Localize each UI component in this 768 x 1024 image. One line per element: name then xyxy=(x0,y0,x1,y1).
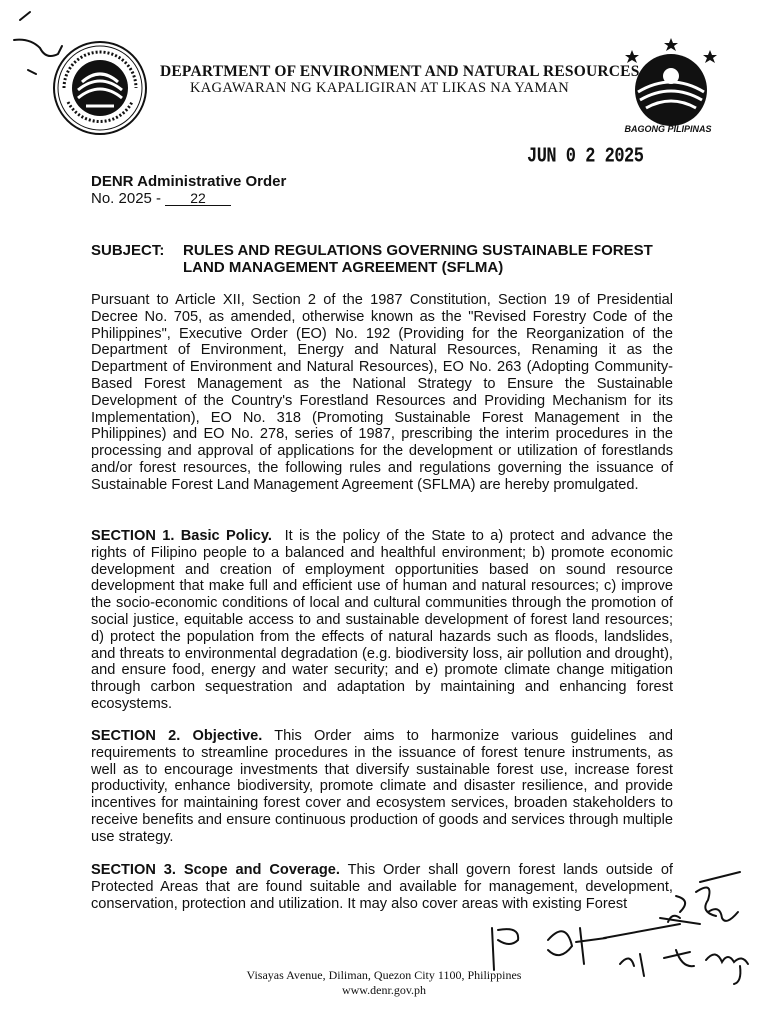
bagong-pilipinas-label: BAGONG PILIPINAS xyxy=(624,124,712,134)
order-number xyxy=(91,190,231,207)
footer-website: www.denr.gov.ph xyxy=(341,983,427,997)
section-3-paragraph xyxy=(91,862,673,912)
order-number-value: 22 xyxy=(165,191,231,206)
department-name-filipino: KAGAWARAN NG KAPALIGIRAN AT LIKAS NA YAMAN xyxy=(190,80,570,96)
date-stamp: JUN 0 2 2025 xyxy=(527,145,644,169)
subject-label: SUBJECT: xyxy=(91,242,165,259)
section-1-heading: SECTION 1. Basic Policy. xyxy=(91,528,272,544)
intro-paragraph: Pursuant to Article XII, Section 2 of the 1987 Constitution, Section 19 of Presidential Decree No. 705, as amended, otherwise known as the "Revised Forestry Code of the Philippines", Executive Order (EO) No. 192 (Providing for the Reorganization of the Department of Environment, Energy and Natural Resources, Renaming it as the Department of Environment and Natural Resources), EO No. 263 (Adopting Community-Based Forest Management as the National Strategy to Ensure the Sustainable Development of the Country's Forestland Resources and Providing Mechanism for its Implementation), EO No. 318 (Promoting Sustainable Forest Management in the Philippines) and EO No. 278, series of 1987, prescribing the interim procedures in the processing and approval of applications for the development or utilization of forestlands and/or forest resources, the following rules and regulations governing the issuance of Sustainable Forest Land Management Agreement (SFLMA) are hereby promulgated. xyxy=(91,292,673,493)
section-2-heading: SECTION 2. Objective. xyxy=(91,728,263,744)
subject-block xyxy=(91,242,681,276)
section-3-body: This Order shall govern forest lands outside of Protected Areas that are found suitable and available for management, development, conservation, protection and utilization. It may also cover areas with existing Forest xyxy=(91,862,673,912)
section-1-body: It is the policy of the State to a) protect and advance the rights of Filipino people to a balanced and healthful environment; b) promote economic development and creation of employment opportunities based on sound resource development that make full and efficient use of human and natural resources; c) improve the socio-economic conditions of local and cultural communities through the promotion of social justice, equitable access to and sustainable development of forest land resources; d) protect the population from the effects of natural hazards such as floods, landslides, and threats to environmental degradation (e.g. biodiversity loss, air pollution and drought), and ensure food, energy and water security; and e) promote climate change mitigation through carbon sequestration and adaptation by maintaining and enhancing forest ecosystems. xyxy=(91,528,673,712)
section-2-body: This Order aims to harmonize various guidelines and requirements to streamline procedures in the issuance of forest tenure instruments, as well as to encourage investments that diversify sustainable forest use, increase forest productivity, enhance biodiversity, promote climate and disaster resilience, and provide incentives for maintaining forest cover and ecosystem services, broaden stakeholders to receive benefits and ensure continuous production of goods and services through multiple use strategy. xyxy=(91,728,674,845)
denr-seal-logo xyxy=(52,40,148,136)
order-number-prefix: No. 2025 - xyxy=(91,190,162,207)
section-2-paragraph xyxy=(91,728,673,846)
section-3-heading: SECTION 3. Scope and Coverage. xyxy=(91,862,340,878)
subject-text: RULES AND REGULATIONS GOVERNING SUSTAINABLE FOREST LAND MANAGEMENT AGREEMENT (SFLMA) xyxy=(183,242,653,276)
footer-address: Visayas Avenue, Diliman, Quezon City 1100, Philippines xyxy=(246,968,522,982)
order-title: DENR Administrative Order xyxy=(91,173,287,190)
section-1-paragraph xyxy=(91,528,673,713)
bagong-pilipinas-logo xyxy=(618,36,724,128)
department-name: DEPARTMENT OF ENVIRONMENT AND NATURAL RESOURCES xyxy=(160,63,640,80)
